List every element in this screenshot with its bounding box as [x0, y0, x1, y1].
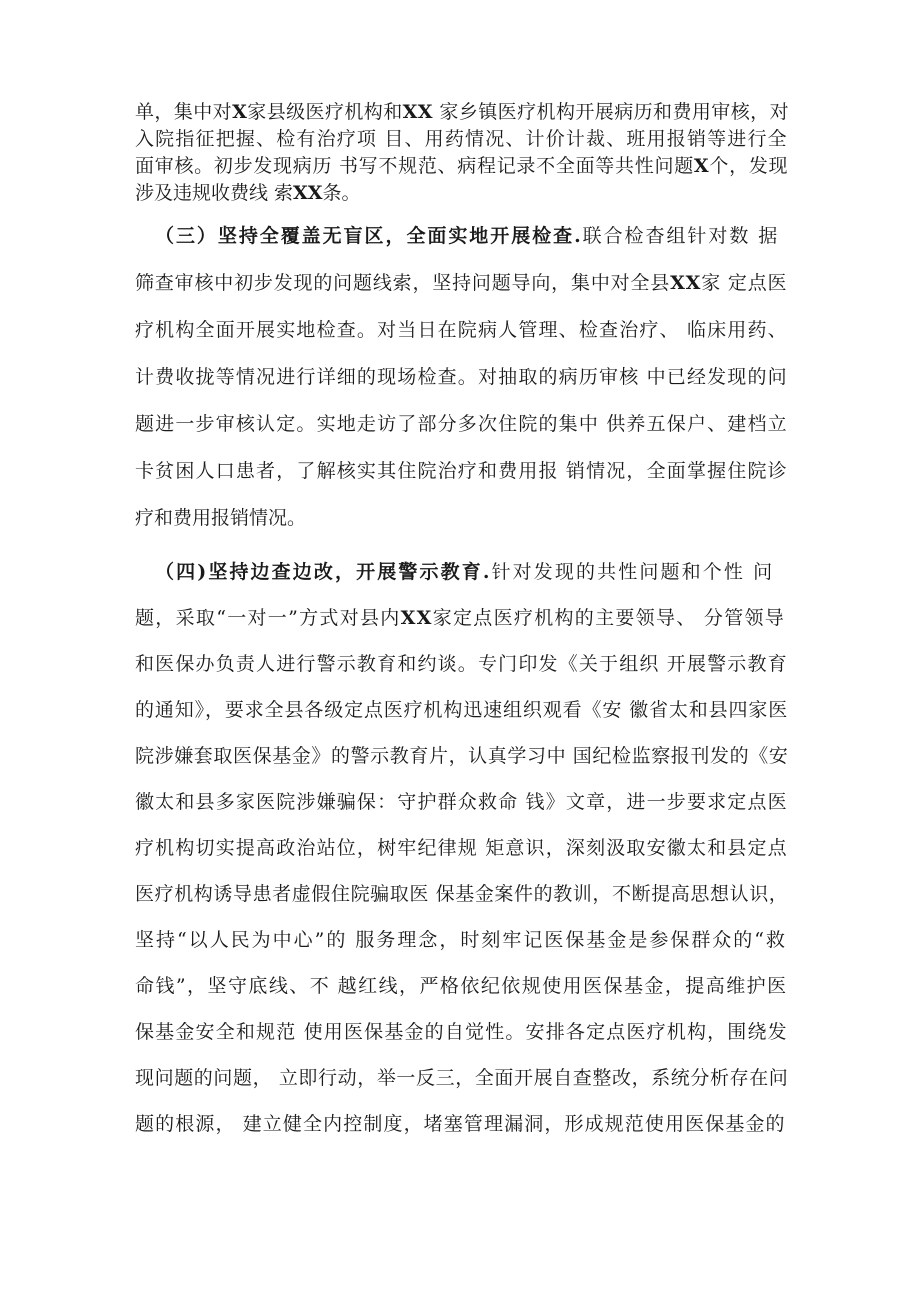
- body-text: 条。: [322, 182, 361, 204]
- body-text: 单，集中对: [135, 101, 233, 123]
- body-text: 的通知》，要求全县各级定点医疗机构迅速组织观看《安 徽省太和县四家医: [135, 699, 789, 721]
- body-text: 卡贫困人口患者，了解核实其住院治疗和费用报 销情况，全面掌握住院诊: [135, 460, 788, 482]
- body-text: 疗机构全面开展实地检查。对当日在院病人管理、检查治疗、 临床用药、: [135, 319, 788, 341]
- body-text: 针对发现的共性问题和个性 问: [491, 561, 775, 583]
- body-text: 筛查审核中初步发现的问题线索，坚持问题导向，集中对全县: [135, 272, 671, 294]
- body-text: 题进一步审核认定。实地走访了部分多次住院的集中 供养五保户、建档立: [135, 413, 788, 435]
- body-text: 家定点医疗机构的主要领导、 分管领导: [432, 607, 786, 629]
- body-text: 家县级医疗机构和: [247, 101, 403, 123]
- body-text: 疗和费用报销情况。: [135, 507, 307, 529]
- body-text: 医疗机构诱导患者虚假住院骗取医 保基金案件的教训，不断提高思想认识，: [135, 883, 789, 905]
- body-text: 联合检杳组针对数 据: [582, 225, 780, 247]
- body-text: 面审核。初步发现病历 书写不规范、病程记录不全面等共性问题: [135, 155, 694, 177]
- text-line: [135, 931, 787, 950]
- body-text: 院涉嫌套取医保基金》的警示教育片，认真学习中 国纪检监察报刊发的《安: [135, 745, 789, 767]
- body-text: 计费收拢等情况进行详细的现场检查。对抽取的病历审核 中已经发现的问: [135, 366, 788, 388]
- bold-text: （三）坚持全覆盖无盲区，全面实地开展检查.: [155, 225, 583, 247]
- body-text: 坚持“以人民为中心”的 服务理念，时刻牢记医保基金是参保群众的“救: [135, 929, 787, 951]
- text-line: [135, 609, 785, 628]
- text-line: [135, 885, 788, 904]
- text-line: [135, 130, 788, 149]
- text-line: [135, 462, 788, 481]
- bold-text: X: [693, 155, 710, 177]
- bold-text: X: [232, 101, 248, 123]
- text-line: [155, 563, 774, 582]
- body-text: 和医保办负责人进行警示教育和约谈。专门印发《关于组织 开展警示教育: [135, 653, 788, 675]
- text-line: [135, 977, 788, 996]
- bold-text: XX: [293, 182, 323, 204]
- text-line: [135, 1115, 786, 1134]
- body-text: 家乡镇医疗机构开展病历和费用审核，对: [432, 101, 789, 123]
- bold-text: XX: [400, 607, 433, 629]
- body-text: 家 定点医: [701, 272, 788, 294]
- text-line: [135, 701, 788, 720]
- bold-text: XX: [402, 101, 433, 123]
- text-line: [135, 1069, 788, 1088]
- body-text: 现问题的问题， 立即行动，举一反三，全面开展自查整改，系统分析存在问: [135, 1067, 789, 1089]
- text-line: [135, 321, 788, 340]
- bold-text: XX: [670, 272, 702, 294]
- body-text: 疗机构切实提高政治站位，树牢纪律规 矩意识，深刻汲取安徽太和县定点: [135, 837, 788, 859]
- body-text: 题的根源， 建立健全内控制度，堵塞管理漏洞，形成规范使用医保基金的: [135, 1113, 786, 1135]
- text-line: [155, 227, 779, 246]
- body-text: 题，采取“一对一”方式对县内: [135, 607, 401, 629]
- text-line: [135, 839, 788, 858]
- body-text: 涉及违规收费线 索: [135, 182, 294, 204]
- text-line: [135, 184, 361, 203]
- body-text: 入院指征把握、检有治疗项 目、用药情况、计价计裁、班用报销等进行全: [135, 128, 788, 150]
- text-line: [135, 368, 788, 387]
- text-line: [135, 157, 788, 176]
- text-line: [135, 655, 788, 674]
- body-text: 个，发现: [709, 155, 789, 177]
- text-line: [135, 509, 306, 528]
- text-line: [135, 415, 788, 434]
- body-text: 保基金安全和规范 使用医保基金的自觉性。安排各定点医疗机构，围绕发: [135, 1021, 788, 1043]
- text-line: [135, 747, 788, 766]
- text-line: [135, 793, 788, 812]
- text-line: [135, 274, 787, 293]
- text-line: [135, 1023, 788, 1042]
- bold-text: （四)坚持边查边改，开展警示教育.: [155, 561, 492, 583]
- text-line: [135, 103, 789, 122]
- body-text: 徽太和县多家医院涉嫌骗保：守护群众救命 钱》文章，进一步要求定点医: [135, 791, 788, 813]
- body-text: 命钱”，坚守底线、不 越红线，严格依纪依规使用医保基金，提高维护医: [135, 975, 788, 997]
